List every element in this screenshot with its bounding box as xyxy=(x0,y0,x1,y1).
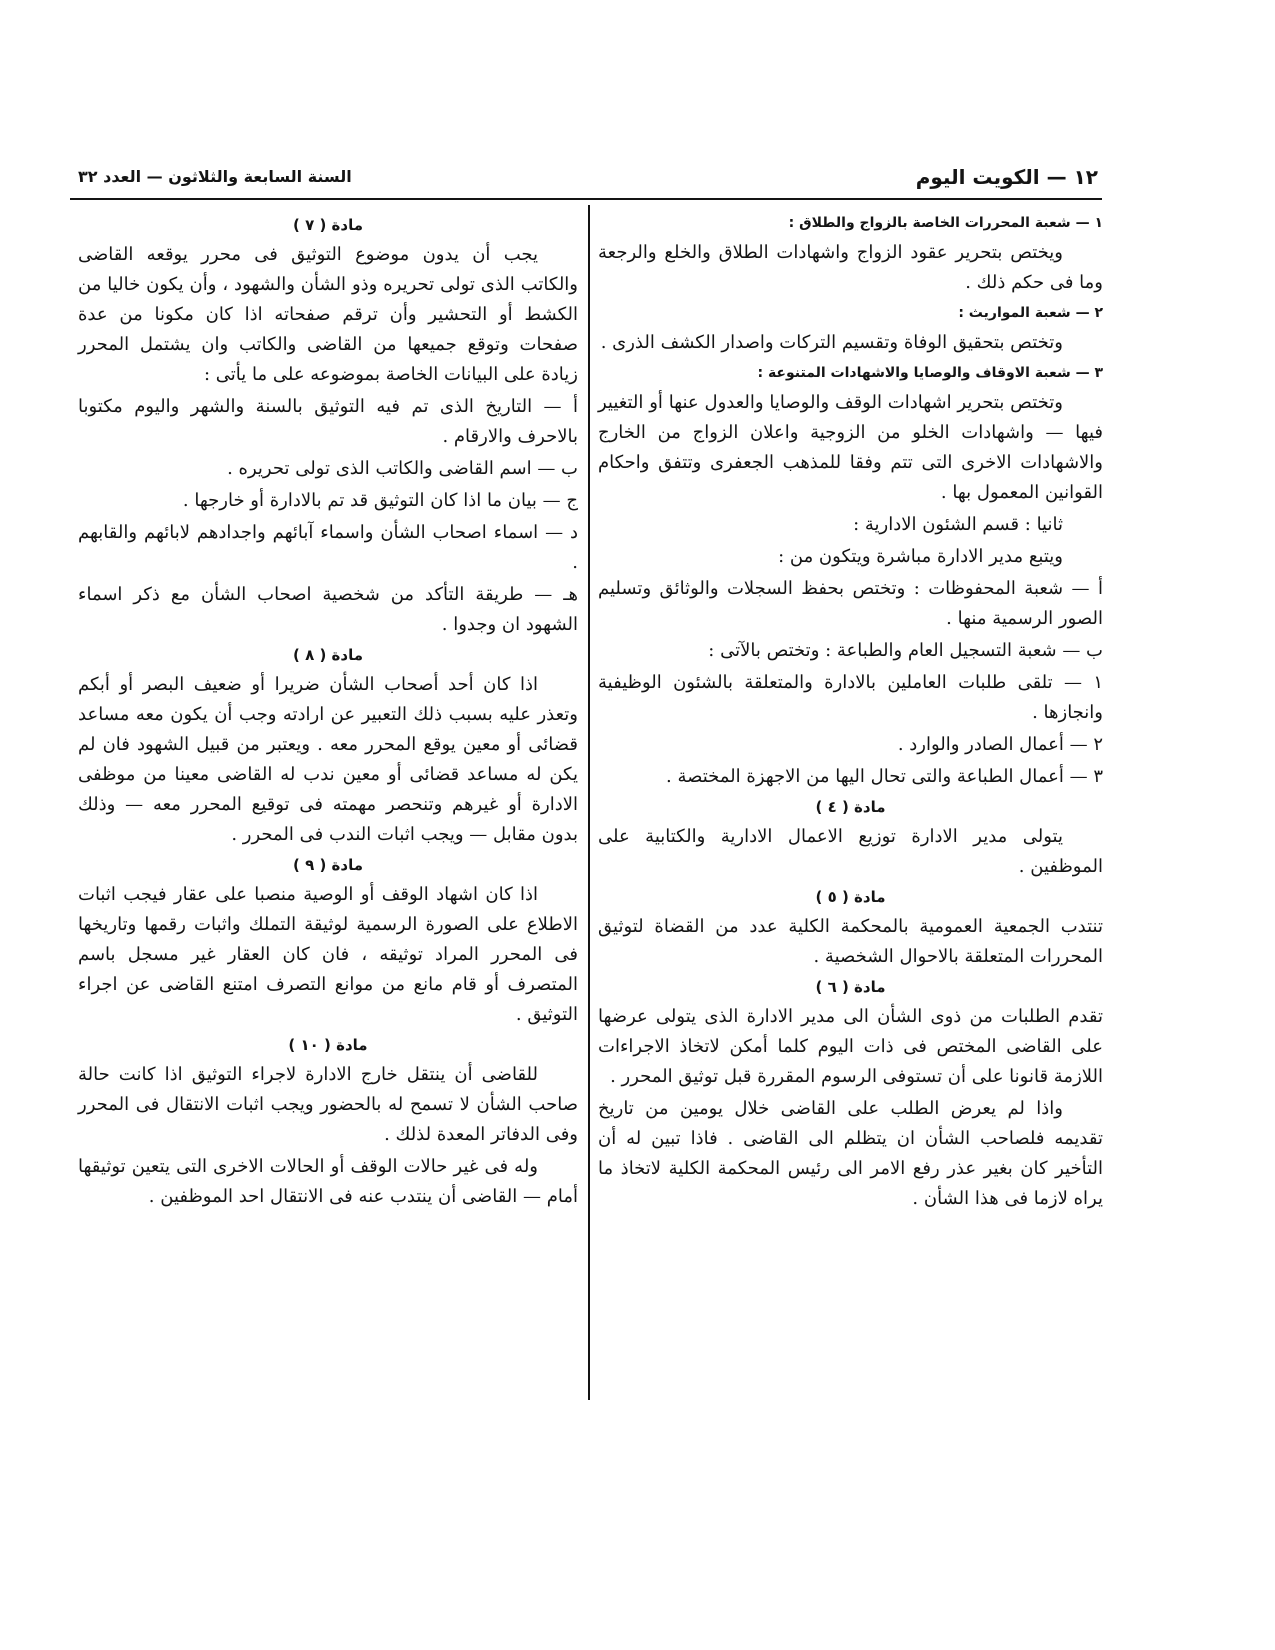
list-item: تقدم الطلبات من ذوى الشأن الى مدير الادارة الذى يتولى عرضها على القاضى المختص فى ذات اليوم كلما أمكن لاتخاذ الاجراءات اللازمة قانونا على أن تستوفى الرسوم المقررة قبل توثيق المحرر . xyxy=(598,1006,1103,1087)
page-header xyxy=(78,165,1098,195)
list-item: ٣ — أعمال الطباعة والتى تحال اليها من الاجهزة المختصة . xyxy=(666,766,1103,787)
paragraph: وتختص بتحقيق الوفاة وتقسيم التركات واصدار الكشف الذرى . xyxy=(600,332,1063,353)
article-heading: مادة ( ٩ ) xyxy=(292,856,363,874)
paragraph: يتولى مدير الادارة توزيع الاعمال الادارية والكتابية على الموظفين . xyxy=(598,826,1103,877)
column-divider xyxy=(588,205,590,1400)
article-heading: مادة ( ٤ ) xyxy=(815,798,886,816)
issue-info: السنة السابعة والثلاثون — العدد ٣٢ xyxy=(78,167,352,186)
paragraph: ويتبع مدير الادارة مباشرة ويتكون من : xyxy=(778,546,1063,567)
article-heading: مادة ( ٧ ) xyxy=(292,216,363,234)
header-rule xyxy=(70,198,1102,200)
list-item: هـ — طريقة التأكد من شخصية اصحاب الشأن مع ذكر اسماء الشهود ان وجدوا . xyxy=(78,584,578,635)
paragraph: وله فى غير حالات الوقف أو الحالات الاخرى التى يتعين توثيقها أمام — القاضى أن ينتدب عنه فى الانتقال احد الموظفين . xyxy=(78,1156,578,1207)
list-item: ب — اسم القاضى والكاتب الذى تولى تحريره . xyxy=(227,458,578,479)
paragraph: وتختص بتحرير اشهادات الوقف والوصايا والعدول عنها أو التغيير فيها — واشهادات الخلو من الزوجية واعلان الزواج من الخارج والاشهادات الاخرى التى تتم وفقا للمذهب الجعفرى وتتفق واحكام القوانين المعمول بها . xyxy=(598,392,1103,503)
list-item: أ — شعبة المحفوظات : وتختص بحفظ السجلات والوثائق وتسليم الصور الرسمية منها . xyxy=(598,578,1103,629)
list-item: ب — شعبة التسجيل العام والطباعة : وتختص بالآتى : xyxy=(708,640,1103,661)
paragraph: اذا كان أحد أصحاب الشأن ضريرا أو ضعيف البصر أو أبكم وتعذر عليه بسبب ذلك التعبير عن ارادته وجب أن يكون معه مساعد قضائى أو معين يوقع المحرر معه . ويعتبر من قبيل الشهود فان لم يكن له مساعد قضائى أو معين ندب له القاضى معينا من موظفى الادارة أو غيرهم وتنحصر مهمته فى توقيع المحرر معه — وذلك بدون مقابل — ويجب اثبات الندب فى المحرر . xyxy=(78,674,578,845)
list-item: ج — بيان ما اذا كان التوثيق قد تم بالادارة أو خارجها . xyxy=(182,490,578,511)
paragraph: يجب أن يدون موضوع التوثيق فى محرر يوقعه القاضى والكاتب الذى تولى تحريره وذو الشأن والشهود ، وأن يكون خاليا من الكشط أو التحشير وأن ترقم صفحاته اذا كان مكونا من عدة صفحات وتوقع جميعها من القاضى والكاتب وان يشتمل المحرر زيادة على البيانات الخاصة بموضوعه على ما يأتى : xyxy=(78,244,578,385)
section-subheading: ١ — شعبة المحررات الخاصة بالزواج والطلاق : xyxy=(788,215,1103,231)
paragraph: ويختص بتحرير عقود الزواج واشهادات الطلاق والخلع والرجعة وما فى حكم ذلك . xyxy=(598,242,1103,293)
publication-title: ١٢ — الكويت اليوم xyxy=(915,165,1098,189)
section-subheading: ٣ — شعبة الاوقاف والوصايا والاشهادات المتنوعة : xyxy=(757,365,1103,381)
paragraph: اذا كان اشهاد الوقف أو الوصية منصبا على عقار فيجب اثبات الاطلاع على الصورة الرسمية لوثيقة التملك واثبات رقمها وتاريخها فى المحرر المراد توثيقه ، فان كان العقار غير مسجل باسم المتصرف أو قام مانع من موانع التصرف امتنع القاضى عن اجراء التوثيق . xyxy=(78,884,578,1025)
list-item: ٢ — أعمال الصادر والوارد . xyxy=(897,734,1103,755)
right-column xyxy=(598,210,1103,1216)
paragraph: للقاضى أن ينتقل خارج الادارة لاجراء التوثيق اذا كانت حالة صاحب الشأن لا تسمح له بالحضور ويجب اثبات الانتقال فى المحرر وفى الدفاتر المعدة لذلك . xyxy=(78,1064,578,1145)
list-item: تنتدب الجمعية العمومية بالمحكمة الكلية عدد من القضاة لتوثيق المحررات المتعلقة بالاحوال الشخصية . xyxy=(598,916,1103,967)
paragraph: واذا لم يعرض الطلب على القاضى خلال يومين من تاريخ تقديمه فلصاحب الشأن ان يتظلم الى القاضى . فاذا تبين له أن التأخير كان بغير عذر رفع الامر الى رئيس المحكمة الكلية لاتخاذ ما يراه لازما فى هذا الشأن . xyxy=(598,1098,1103,1209)
list-item: أ — التاريخ الذى تم فيه التوثيق بالسنة والشهر واليوم مكتوبا بالاحرف والارقام . xyxy=(78,396,578,447)
article-heading: مادة ( ١٠ ) xyxy=(288,1036,368,1054)
article-heading: مادة ( ٥ ) xyxy=(815,888,886,906)
section-subheading: ٢ — شعبة المواريث : xyxy=(958,305,1103,321)
list-item: ١ — تلقى طلبات العاملين بالادارة والمتعلقة بالشئون الوظيفية وانجازها . xyxy=(598,672,1103,723)
paragraph: ثانيا : قسم الشئون الادارية : xyxy=(853,514,1063,535)
article-heading: مادة ( ٦ ) xyxy=(815,978,886,996)
article-heading: مادة ( ٨ ) xyxy=(292,646,363,664)
list-item: د — اسماء اصحاب الشأن واسماء آبائهم واجدادهم لابائهم والقابهم . xyxy=(78,522,578,573)
left-column xyxy=(78,210,578,1214)
